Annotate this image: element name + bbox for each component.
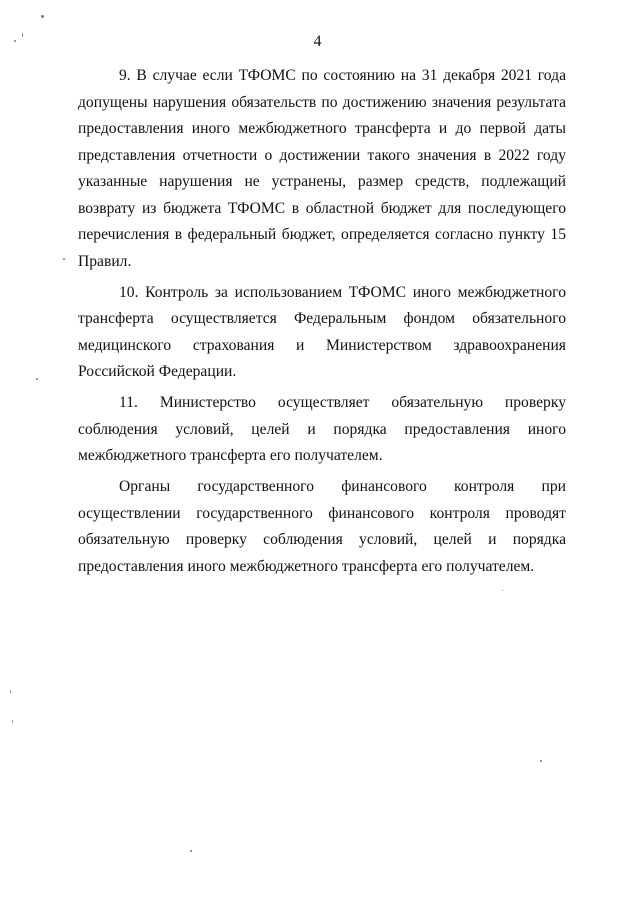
scan-speck bbox=[540, 760, 542, 762]
paragraph-control-bodies: Органы государственного финансового контроля при осуществлении государственного финансового контроля проводят обязательную проверку соблюдения условий, целей и порядка предоставления иного межбюджетного трансферта его получателем. bbox=[78, 478, 566, 575]
scan-speck bbox=[22, 33, 23, 37]
scan-speck bbox=[190, 850, 192, 852]
paragraph-11: 11. Министерство осуществляет обязательную проверку соблюдения условий, целей и порядка предоставления иного межбюджетного трансферта его получателем. bbox=[78, 394, 566, 464]
scan-speck bbox=[10, 690, 11, 693]
scan-speck bbox=[36, 378, 38, 380]
scan-speck bbox=[63, 258, 65, 260]
document-body bbox=[78, 63, 566, 585]
scan-speck bbox=[502, 590, 503, 591]
page-number: 4 bbox=[313, 33, 322, 50]
scan-speck bbox=[41, 15, 44, 18]
paragraph-10: 10. Контроль за использованием ТФОМС иного межбюджетного трансферта осуществляется Федеральным фондом обязательного медицинского страхования и Министерством здравоохранения Российской Федерации. bbox=[78, 283, 566, 380]
scan-speck bbox=[12, 720, 13, 723]
paragraph-9: 9. В случае если ТФОМС по состоянию на 31 декабря 2021 года допущены нарушения обязательств по достижению значения результата предоставления иного межбюджетного трансферта и до первой даты представления отчетности о достижении такого значения в 2022 году указанные нарушения не устранены, размер средств, подлежащий возврату из бюджета ТФОМС в областной бюджет для последующего перечисления в федеральный бюджет, определяется согласно пункту 15 Правил. bbox=[78, 67, 566, 270]
scan-speck bbox=[14, 40, 16, 42]
